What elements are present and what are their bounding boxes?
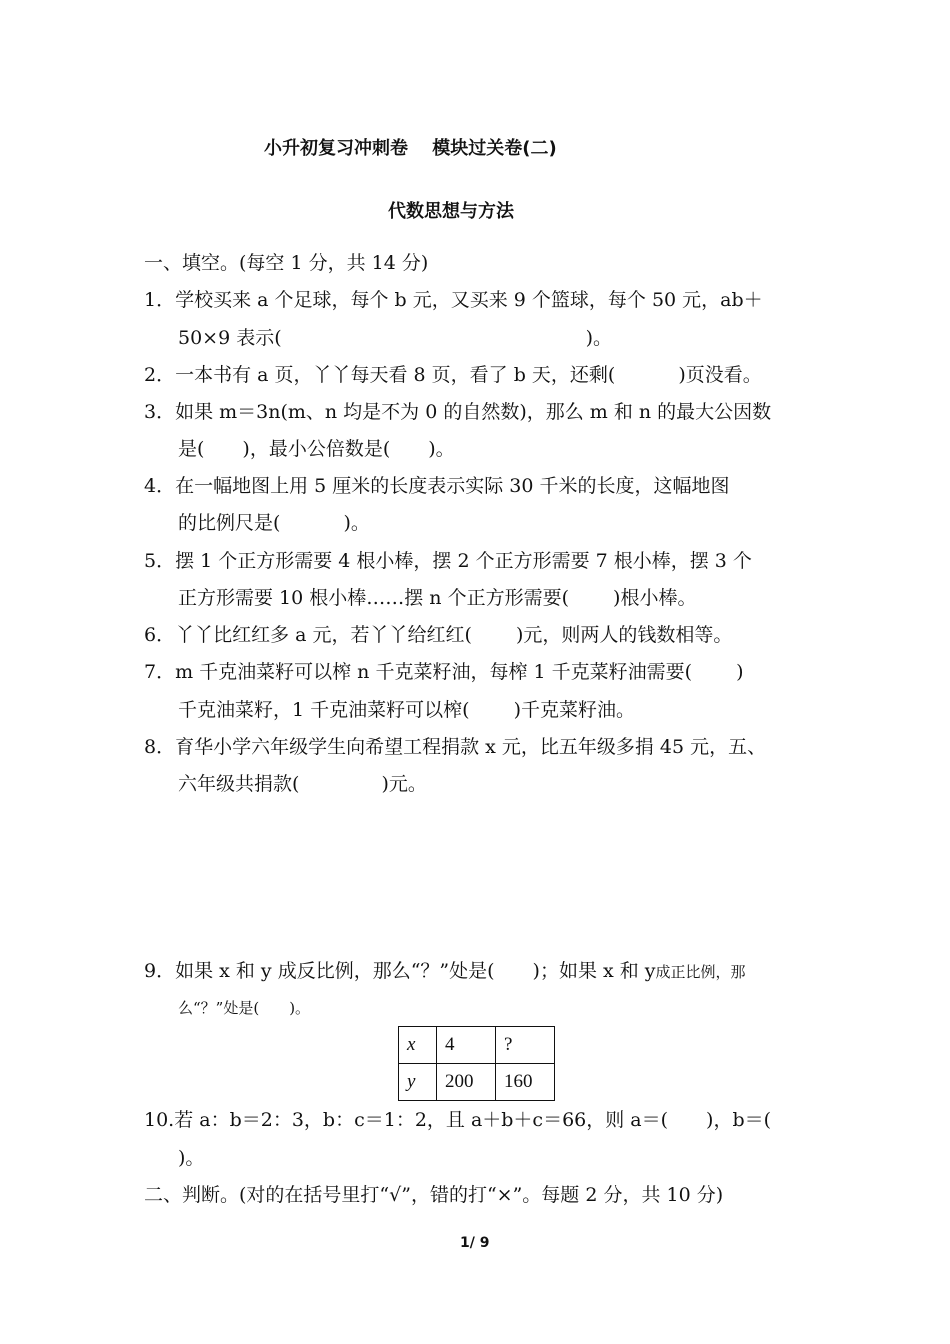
table-row (399, 1027, 555, 1064)
question-4-line-2: 的比例尺是( )。 (178, 512, 370, 534)
table-cell: 4 (437, 1027, 496, 1064)
question-2: 2．一本书有 a 页，丫丫每天看 8 页，看了 b 天，还剩( )页没看。 (144, 364, 762, 386)
question-8-line-2: 六年级共捐款( )元。 (178, 773, 427, 795)
question-9-text: 9．如果 x 和 y 成反比例，那么“？”处是( )；如果 x 和 y (144, 960, 656, 982)
table-cell: 200 (437, 1064, 496, 1101)
table-cell: ? (496, 1027, 555, 1064)
question-1-line-2: 50×9 表示( )。 (178, 327, 613, 349)
question-3-line-1: 3．如果 m＝3n(m、n 均是不为 0 的自然数)，那么 m 和 n 的最大公因数 (144, 401, 772, 423)
question-5-line-2: 正方形需要 10 根小棒……摆 n 个正方形需要( )根小棒。 (178, 587, 697, 609)
question-1-line-1: 1．学校买来 a 个足球，每个 b 元，又买来 9 个篮球，每个 50 元，ab＋ (144, 289, 763, 311)
question-7-line-1: 7．m 千克油菜籽可以榨 n 千克菜籽油，每榨 1 千克菜籽油需要( ) (144, 661, 744, 683)
table-row (399, 1064, 555, 1101)
section-heading-true-false: 二、判断。(对的在括号里打“√”，错的打“×”。每题 2 分，共 10 分) (144, 1184, 724, 1206)
exam-subtitle: 代数思想与方法 (388, 201, 514, 222)
question-3-line-2: 是( )，最小公倍数是( )。 (178, 438, 455, 460)
section-heading-fill-in: 一、填空。(每空 1 分，共 14 分) (144, 252, 429, 274)
table-cell: 160 (496, 1064, 555, 1101)
page-number: 1/ 9 (460, 1235, 490, 1251)
value-table (398, 1026, 555, 1101)
question-9-line-2: 么“？”处是( )。 (178, 999, 311, 1017)
question-10-line-1: 10.若 a：b＝2：3，b：c＝1：2，且 a＋b＋c＝66，则 a＝( )，b＝( (144, 1109, 772, 1131)
question-4-line-1: 4．在一幅地图上用 5 厘米的长度表示实际 30 千米的长度，这幅地图 (144, 475, 730, 497)
question-9-text-small: 成正比例，那 (655, 963, 746, 981)
table-cell: y (399, 1064, 437, 1101)
question-6: 6．丫丫比红红多 a 元，若丫丫给红红( )元，则两人的钱数相等。 (144, 624, 733, 646)
question-8-line-1: 8．育华小学六年级学生向希望工程捐款 x 元，比五年级多捐 45 元，五、 (144, 736, 767, 758)
question-10-line-2: )。 (178, 1147, 205, 1169)
table-cell: x (399, 1027, 437, 1064)
question-9-line-1 (144, 959, 746, 984)
exam-title: 小升初复习冲刺卷 模块过关卷(二) (264, 138, 557, 159)
question-7-line-2: 千克油菜籽，1 千克油菜籽可以榨( )千克菜籽油。 (178, 699, 635, 721)
question-5-line-1: 5．摆 1 个正方形需要 4 根小棒，摆 2 个正方形需要 7 根小棒，摆 3 个 (144, 550, 752, 572)
